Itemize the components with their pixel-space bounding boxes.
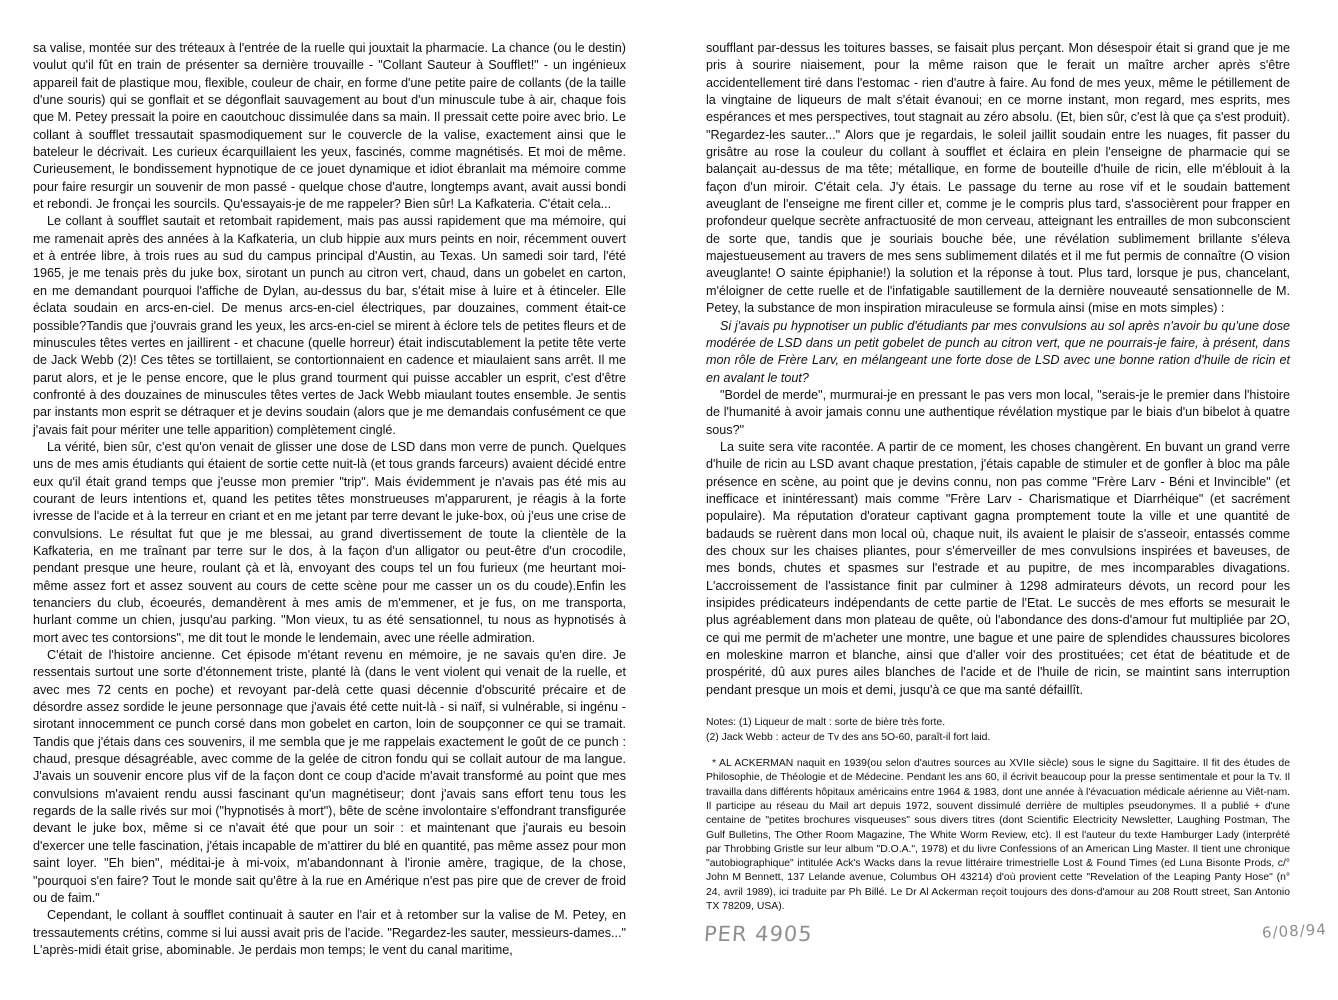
right-text-column <box>706 40 1290 914</box>
paragraph: La vérité, bien sûr, c'est qu'on venait de glisser une dose de LSD dans mon verre de punch. Quelques uns de mes amis étudiants qui étaient de sortie cette nuit-là (et tous grands farceurs) avaient décidé entre eux qu'il était grand temps que j'eusse mon premier "trip". Mais évidemment je n'avais pas été mis au courant de leurs intentions et, quand les petites têtes monstrueuses m'apparurent, je réagis à la forte ivresse de l'acide et à la terreur en criant et en me jetant par terre devant le juke-box, où j'eus une crise de convulsions. Le résultat fut que je me blessai, au grand divertissement de toute la clientèle de la Kafkateria, en me traînant par terre sur le dos, à la façon d'un alligator ou peut-être d'un crocodile, pendant presque une heure, roulant çà et là, envoyant des coups tel un fou furieux (me heurtant moi-même assez fort et assez souvent au cours de cette scène pour me casser un os du coude).Enfin les tenanciers du club, écoeurés, demandèrent à mes amis de m'emmener, et je fus, on me transporta, hurlant comme un chien, jusqu'au parking. "Mon vieux, tu as été sensationnel, tu nous as hypnotisés à mort avec tes contorsions", me dit tout le monde le lendemain, avec une réelle admiration. <box>33 439 626 645</box>
italic-quote-paragraph: Si j'avais pu hypnotiser un public d'étudiants par mes convulsions au sol après n'avoir bu qu'une dose modérée de LSD dans un petit gobelet de punch au citron vert, que ne pourrais-je faire, à présent, dans mon rôle de Frère Larv, en mélangeant une forte dose de LSD avec une bonne ration d'huile de ricin et en avalant le tout? <box>706 318 1290 385</box>
footnote: (2) Jack Webb : acteur de Tv des ans 5O-60, paraît-il fort laid. <box>706 732 991 744</box>
paragraph: La suite sera vite racontée. A partir de ce moment, les choses changèrent. En buvant un grand verre d'huile de ricin au LSD avant chaque prestation, j'étais capable de stimuler et de gonfler à bloc ma pâle présence en scène, au point que je devins connu, non pas comme "Frère Larv - Béni et Invincible" (et inefficace et inintéressant) mais comme "Frère Larv - Charismatique et Diarrhéique" (et sacrément populaire). Ma réputation d'orateur captivant gagna promptement toute la ville et une quantité de badauds se ruèrent dans mon local où, chaque nuit, ils avaient le plaisir de s'asseoir, entassés comme des choux sur les chaises pliantes, pour s'émerveiller de mes convulsions inspirées et baveuses, de mes bonds, chutes et spasmes sur l'estrade et au pupitre, de mes incomparables divagations. L'accroissement de l'assistance finit par culminer à 1298 admirateurs dévots, un record pour les insipides prédicateurs indépendants de cette partie de l'Etat. Le succès de mes efforts se mesurait le plus agréablement dans mon plateau de quête, où l'abondance des dons-d'amour fut multipliée par 2O, ce qui me permit de m'acheter une montre, une bague et une paire de splendides chaussures bicolores en moleskine marron et blanche, ainsi que d'aller voir des prostituées; cet état de béatitude et de prospérité, dû aux pures ailes blanches de l'acide et de l'huile de ricin, se maintint sans interruption pendant presque un mois et demi, jusqu'à ce que ma santé défaillît. <box>706 439 1290 697</box>
handwritten-reference: PER 4905 <box>703 922 814 946</box>
paragraph: Le collant à soufflet sautait et retombait rapidement, mais pas aussi rapidement que ma mémoire, qui me ramenait après des années à la Kafkateria, un club hippie aux murs peints en noir, récemment ouvert et à entrée libre, à trois rues au sud du campus principal d'Austin, au Texas. Un samedi soir tard, l'été 1965, je me tenais près du juke box, sirotant un punch au citron vert, chaud, dans un gobelet en carton, en me demandant pourquoi l'affiche de Dylan, au-dessus du bar, s'était mise à luire et à étinceler. Elle éclata soudain en arcs-en-ciel. De menus arcs-en-ciel électriques, par douzaines, comment était-ce possible?Tandis que j'ouvrais grand les yeux, les arcs-en-ciel se mirent à éclore tels de petites fleurs et de minuscules têtes vertes en jaillirent - et chacune (quelle horreur) était indiscutablement la petite tête verte de Jack Webb (2)! Ces têtes se tortillaient, se contortionnaient en cadence et miaulaient sans arrêt. Il me parut alors, et je le pense encore, que le plus grand tourment qui puisse accabler un esprit, c'est d'être confronté à des douzaines de minuscules têtes vertes de Jack Webb miaulant toutes ensemble. Je sentis par instants mon esprit se détraquer et je devins soudain (alors que je me demandais confusément ce que j'avais fait pour mériter une telle apparition) complètement cinglé. <box>33 214 626 437</box>
footnotes <box>706 715 1290 745</box>
author-bio: * AL ACKERMAN naquit en 1939(ou selon d'autres sources au XVIIe siècle) sous le signe du Sagittaire. Il fit des études de Philosophie, de Théologie et de Médecine. Pendant les ans 60, il écrivit beaucoup pour la presse sentimentale et pour la Tv. Il travailla dans différents hôpitaux américains entre 1964 & 1983, dont une année à l'évacuation médicale aérienne au Viêt-nam. Il participe au réseau du Mail art depuis 1972, souvent dissimulé derrière de multiples pseudonymes. Il a publié + d'une centaine de "petites brochures visqueuses" sous divers titres (dont Scientific Electricity Newsletter, Laughing Postman, The Gulf Bulletins, The Other Room Magazine, The White Worm Review, etc). Il est l'auteur du texte Hamburger Lady (interprété par Throbbing Gristle sur leur album "D.O.A.", 1978) et du livre Confessions of an American Ling Master. Il tient une chronique "autobiographique" intitulée Ack's Wacks dans la revue littéraire trimestrielle Lost & Found Times (ed Luna Bisonte Prods, c/° John M Bennett, 137 Lelande avenue, Columbus OH 43214) d'où provient cette "Revelation of the Leaping Panty Hose" (n° 24, avril 1989), ici traduite par Ph Billé. Le Dr Al Ackerman reçoit toujours des dons-d'amour au 208 Routt street, San Antonio TX 78209, USA). <box>706 758 1290 913</box>
handwritten-date: 6/08/94 <box>1261 920 1328 942</box>
paragraph: C'était de l'histoire ancienne. Cet épisode m'étant revenu en mémoire, je ne savais qu'en dire. Je ressentais surtout une sorte d'étonnement triste, planté là (dans le vent violent qui venait de la ruelle, et avec mes 72 cents en poche) et revoyant par-delà cette quasi décennie d'obscurité précaire et de désordre assez sordide le jeune personnage que j'avais été cette nuit-là - si naïf, si vulnérable, si ingénu - sirotant innocemment ce punch corsé dans mon gobelet en carton, loin de soupçonner ce qui se tramait. Tandis que j'étais dans ces souvenirs, il me sembla que je me rappelais exactement le goût de ce punch : chaud, presque désagréable, avec comme de la gelée de citron fondu qui se collait autour de ma langue. J'avais un souvenir encore plus vif de la façon dont ce coup d'acide m'avait transformé au point que mes convulsions m'avaient rendu aussi fascinant qu'un magnétiseur; dont j'avais sans effort tenu tous les regards de la salle rivés sur moi ("hypnotisés à mort"), bête de scène involontaire s'effondrant transfigurée devant le juke box, même si ce n'avait été que pour un soir : et maintenant que j'aurais eu besoin d'exercer une telle fascination, j'étais incapable de m'attirer du blé en quantité, pas même assez pour mon saint loyer. "Eh bien", méditai-je à mi-voix, m'abandonnant à l'ironie amère, tragique, de la chose, "pourquoi s'en faire? Tout le monde sait qu'être à la rue en Amérique n'est pas pire que de crever de froid ou de faim." <box>33 648 626 905</box>
paragraph: soufflant par-dessus les toitures basses, se faisait plus perçant. Mon désespoir était si grand que je me pris à sourire niaisement, pour la même raison que le ferait un maître archer après s'être accidentellement tiré dans l'estomac - rien d'autre à faire. Au fond de mes yeux, même le pétillement de la vingtaine de liqueurs de malt s'était évanoui; en ce morne instant, mon regard, mes esprits, mes espérances et mes perspectives, tout stagnait au zéro absolu. (Et, bien sûr, c'est là que ça s'est produit). "Regardez-les sauter..." Alors que je regardais, le soleil jaillit soudain entre les nuages, fit passer du grisâtre au rose la couleur du collant à soufflet et éclaira en plein l'enseigne de pharmacie qui se balançait au-dessus de ma tête; métallique, en forme de bouteille d'huile de ricin, elle m'éblouit à la façon d'un miroir. C'était cela. J'y étais. Le passage du terne au rose vif et le soudain battement aveuglant de l'enseigne me firent ciller et, comme je le compris plus tard, s'associèrent pour frapper en profondeur quelque secrète anfractuosité de mon cerveau, atteignant les entrailles de mon subconscient de sorte que, tandis que je souriais bouche bée, une révélation sublimement brillante s'éleva majestueusement au travers de mes sens sublimement dilatés et il me fut permis de connaître (O vision aveuglante! O sainte épiphanie!) la solution et la réponse à tout. Plus tard, lorsque je pus, chancelant, m'éloigner de cette ruelle et de l'infatigable sautillement de la dernière nouveauté sensationnelle de M. Petey, la substance de mon inspiration miraculeuse se formula ainsi (mise en mots simples) : <box>706 41 1290 316</box>
left-text-column <box>33 40 626 959</box>
paragraph: sa valise, montée sur des tréteaux à l'entrée de la ruelle qui jouxtait la pharmacie. La chance (ou le destin) voulut qu'il fût en train de présenter sa dernière trouvaille - "Collant Sauteur à Soufflet!" - un ingénieux appareil fait de plastique mou, flexible, couleur de chair, en forme d'une petite paire de collants (de la taille d'une souris) qui se gonflait et se dégonflait sauvagement au bout d'un minuscule tube à air, chaque fois que M. Petey pressait la poire en caoutchouc dissimulée dans sa main. Il pressait cette poire avec brio. Le collant à soufflet tressautait spasmodiquement sur le couvercle de la valise, exactement ainsi que le bateleur le décrivait. Les curieux écarquillaient les yeux, fascinés, comme magnétisés. Et moi de même. Curieusement, le bondissement hypnotique de ce jouet dynamique et idiot ébranlait ma mémoire comme pour faire resurgir un souvenir de mon passé - quelque chose d'autre, longtemps avant, avait aussi bondi et rebondi. Je fronçai les sourcils. Qu'essayais-je de me rappeler? Bien sûr! La Kafkateria. C'était cela... <box>33 41 626 212</box>
footnote: Notes: (1) Liqueur de malt : sorte de bière très forte. <box>706 717 946 729</box>
paragraph: Cependant, le collant à soufflet continuait à sauter en l'air et à retomber sur la valise de M. Petey, en tressautements crétins, comme si lui aussi avait pris de l'acide. "Regardez-les sauter, messieurs-dames..." L'après-midi était grise, abominable. Je perdais mon temps; le vent du canal maritime, <box>33 908 626 957</box>
paragraph: "Bordel de merde", murmurai-je en pressant le pas vers mon local, "serais-je le premier dans l'histoire de l'humanité à avoir jamais connu une authentique révélation mystique par le biais d'un bibelot à quatre sous?" <box>706 387 1290 437</box>
